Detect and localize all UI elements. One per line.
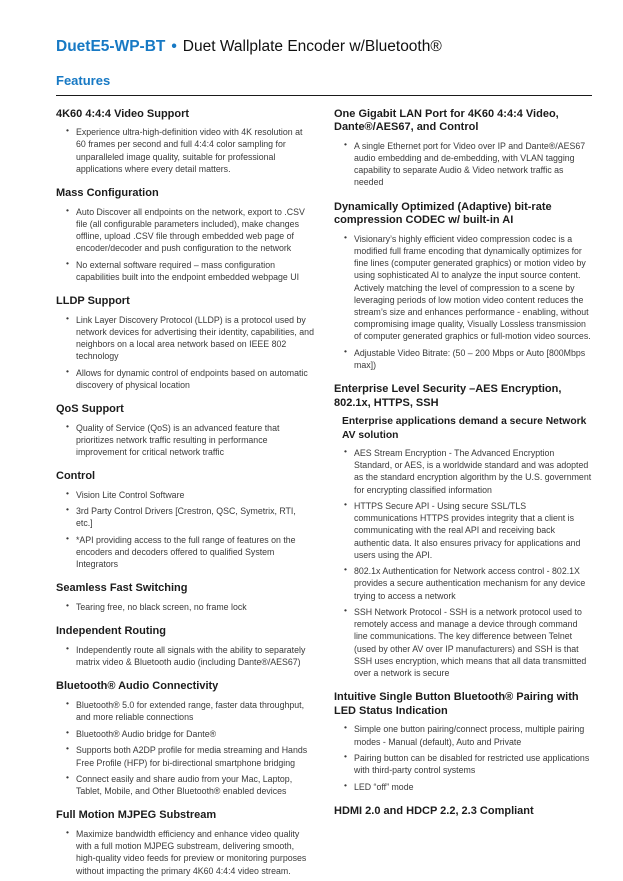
feature-section (56, 470, 314, 571)
header-divider (56, 95, 592, 96)
bullet-item: • AES Stream Encryption - The Advanced Encryption Standard, or AES, is a worldwide standard and was adopted as the standard encryption algorithm by the U.S. government for encrypting classified information (342, 447, 592, 496)
feature-section (56, 680, 314, 797)
bullet-item: • 3rd Party Control Drivers [Crestron, QSC, Symetrix, RTI, etc.] (64, 505, 314, 529)
section-heading: Dynamically Optimized (Adaptive) bit-rate compression CODEC w/ built-in AI (334, 200, 552, 227)
section-heading: Mass Configuration (56, 186, 159, 199)
section-heading: Enterprise Level Security –AES Encryption, 802.1x, HTTPS, SSH (334, 382, 562, 409)
bullet-item: • Pairing button can be disabled for restricted use applications with third-party control systems (342, 752, 592, 776)
right-column (334, 108, 592, 881)
bullet-list (56, 126, 314, 175)
section-heading: QoS Support (56, 402, 124, 415)
bullet-list (334, 140, 592, 189)
section-subheading: Enterprise applications demand a secure Network AV solution (342, 416, 587, 441)
section-heading: Control (56, 469, 96, 482)
bullet-item: • *API providing access to the full range of features on the encoders and decoders offered to qualified System Integrators (64, 534, 314, 570)
feature-section (56, 582, 314, 613)
bullet-item: • Supports both A2DP profile for media streaming and Hands Free Profile (HFP) for bi-directional smartphone bridging (64, 744, 314, 768)
section-heading: LLDP Support (56, 294, 130, 307)
bullet-list (56, 644, 314, 668)
feature-section (56, 809, 314, 876)
section-heading: Seamless Fast Switching (56, 582, 188, 595)
bullet-list (334, 447, 592, 679)
title-separator-dot: • (171, 38, 177, 55)
bullet-item: • Tearing free, no black screen, no frame lock (64, 601, 314, 613)
section-heading: Independent Routing (56, 625, 166, 638)
bullet-item: • Link Layer Discovery Protocol (LLDP) is a protocol used by network devices for advertising their identity, capabilities, and neighbors on a local area network based on IEEE 802 technology (64, 314, 314, 363)
bullet-list (334, 723, 592, 793)
bullet-list (56, 489, 314, 571)
page-title (56, 38, 592, 57)
bullet-item: • LED “off” mode (342, 781, 592, 793)
bullet-list (56, 601, 314, 613)
section-heading: One Gigabit LAN Port for 4K60 4:4:4 Video, Dante®/AES67, and Control (334, 107, 559, 134)
bullet-list (334, 233, 592, 371)
bullet-item: • Maximize bandwidth efficiency and enhance video quality with a full motion MJPEG substream, delivering smooth, high-quality video feeds for preview or monitoring purposes without impacting the primary 4K60 4:4:4 video stream. (64, 828, 314, 877)
bullet-item: • Bluetooth® Audio bridge for Dante® (64, 728, 314, 740)
bullet-item: • Simple one button pairing/connect process, multiple pairing modes - Manual (default), Auto and Private (342, 723, 592, 747)
bullet-item: • Adjustable Video Bitrate: (50 – 200 Mbps or Auto [800Mbps max]) (342, 347, 592, 371)
bullet-item: • Connect easily and share audio from your Mac, Laptop, Tablet, Mobile, and Other Bluetooth® enabled devices (64, 773, 314, 797)
feature-section (334, 108, 592, 189)
bullet-item: • Auto Discover all endpoints on the network, export to .CSV file (all configurable parameters included), make changes offline, upload .CSV file through embedded web page of encoder/decoder and push configuration to the network (64, 206, 314, 255)
two-column-layout (56, 108, 592, 881)
bullet-item: • HTTPS Secure API - Using secure SSL/TLS communications HTTPS provides integrity that a client is communicating with the real API and receiving back authentic data. It also ensures privacy for applications and users using the API. (342, 500, 592, 561)
feature-section (334, 805, 592, 819)
left-column (56, 108, 314, 881)
bullet-item: • Visionary’s highly efficient video compression codec is a modified full frame encoding that dynamically optimizes for fine lines (computer generated graphics) or motion video by using sophisticated AI to analyze the input source content. Actively matching the level of compression to a scene by leveraging periods of low motion video content reduces the stream’s size and enhances performance - enabling, without compromising image quality, Visually Lossless transmission of computer generated graphics or full-motion video sources. (342, 233, 592, 342)
feature-section (334, 201, 592, 371)
section-heading: Intuitive Single Button Bluetooth® Pairing with LED Status Indication (334, 690, 579, 717)
feature-section (334, 383, 592, 679)
section-heading: Bluetooth® Audio Connectivity (56, 680, 219, 693)
section-heading: HDMI 2.0 and HDCP 2.2, 2.3 Compliant (334, 805, 534, 818)
feature-section (56, 108, 314, 175)
feature-section (56, 625, 314, 668)
bullet-item: • Experience ultra-high-definition video with 4K resolution at 60 frames per second and full 4:4:4 color sampling for unparalleled image quality, suitable for professional applications where every detail matters. (64, 126, 314, 175)
bullet-item: • Bluetooth® 5.0 for extended range, faster data throughput, and more reliable connections (64, 699, 314, 723)
bullet-item: • No external software required – mass configuration capabilities built into the endpoint embedded webpage UI (64, 259, 314, 283)
bullet-list (56, 206, 314, 283)
bullet-list (56, 699, 314, 797)
bullet-item: • Independently route all signals with the ability to separately matrix video & Bluetooth audio (including Dante®/AES67) (64, 644, 314, 668)
bullet-item: • 802.1x Authentication for Network access control - 802.1X provides a secure authentication mechanism for any device trying to access a network (342, 565, 592, 601)
section-heading: 4K60 4:4:4 Video Support (56, 107, 190, 120)
bullet-item: • Quality of Service (QoS) is an advanced feature that prioritizes network traffic resulting in performance improvement for critical network traffic (64, 422, 314, 458)
bullet-item: • SSH Network Protocol - SSH is a network protocol used to remotely access and manage a device through command line communications. The key difference between Telnet (used by other AV over IP manufacturers) and SSH is that SSH uses encryption, which means that all data transmitted over a network is secure (342, 606, 592, 679)
bullet-list (56, 828, 314, 877)
bullet-item: • Vision Lite Control Software (64, 489, 314, 501)
feature-section (56, 295, 314, 391)
section-heading: Full Motion MJPEG Substream (56, 809, 217, 822)
bullet-item: • Allows for dynamic control of endpoints based on automatic discovery of physical location (64, 367, 314, 391)
bullet-list (56, 422, 314, 458)
feature-section (56, 187, 314, 283)
bullet-item: • A single Ethernet port for Video over IP and Dante®/AES67 audio embedding and de-embedding, with VLAN tagging capability to separate Audio & Video network traffic as needed (342, 140, 592, 189)
product-model: DuetE5-WP-BT (56, 38, 166, 55)
features-section-heading: Features (56, 72, 111, 88)
feature-section (56, 403, 314, 458)
feature-section (334, 691, 592, 793)
bullet-list (56, 314, 314, 391)
product-name: Duet Wallplate Encoder w/Bluetooth® (182, 38, 442, 55)
